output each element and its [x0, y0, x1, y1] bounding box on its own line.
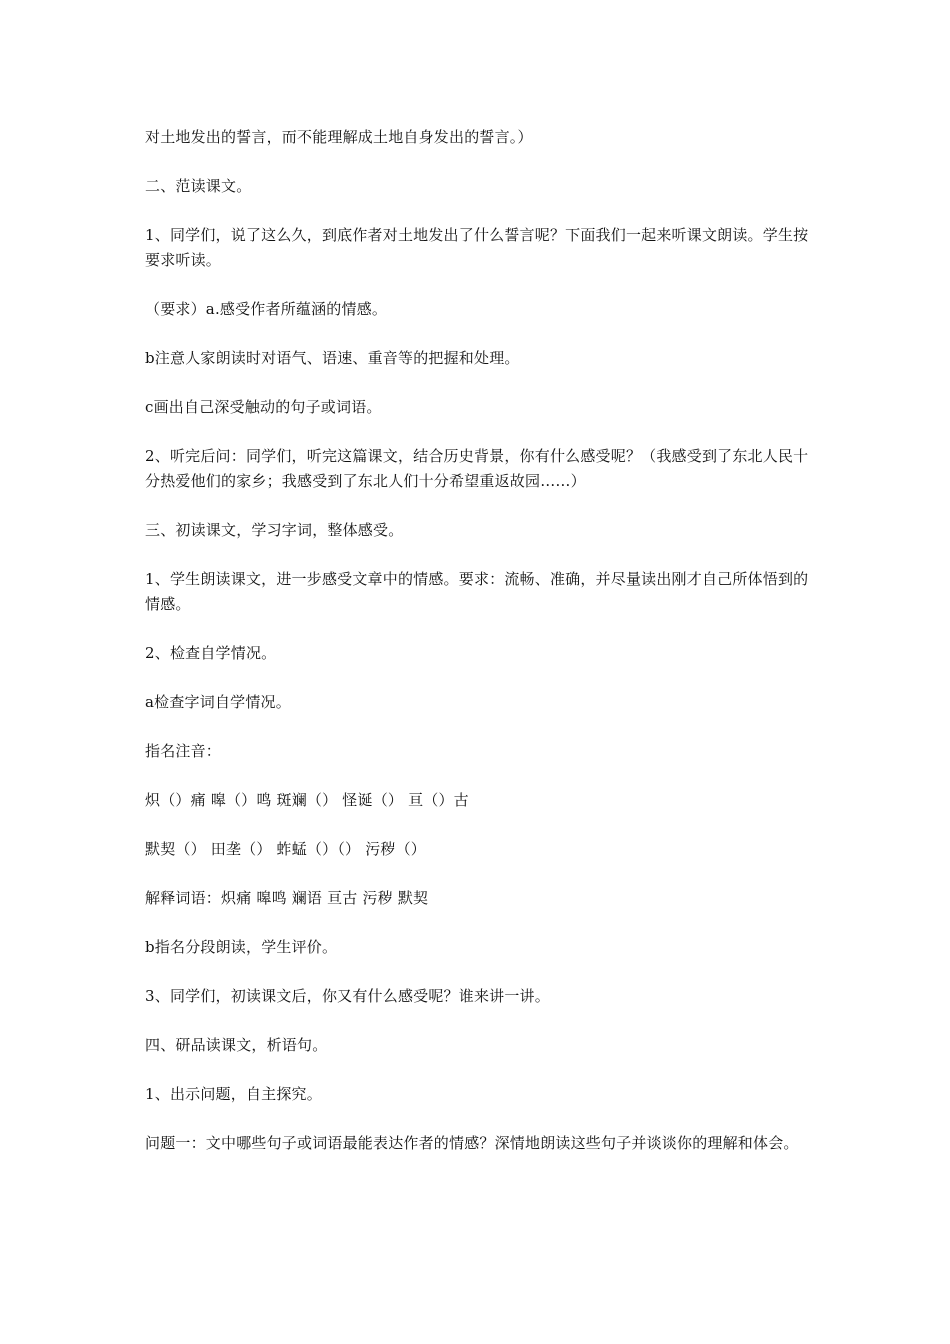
- paragraph-after-listening: 2、听完后问：同学们，听完这篇课文，结合历史背景，你有什么感受呢？（我感受到了东北人民十分热爱他们的家乡；我感受到了东北人们十分希望重返故园……）: [145, 447, 809, 490]
- pinyin-line-1: 炽（）痛 嗥（）鸣 斑斓（） 怪诞（） 亘（）古: [145, 791, 469, 809]
- section-heading-4: 四、研品读课文，析语句。: [145, 1036, 328, 1054]
- paragraph-listen: 1、同学们，说了这么久，到底作者对土地发出了什么誓言呢？下面我们一起来听课文朗读。学生按要求听读。: [145, 226, 809, 269]
- requirement-a: （要求）a.感受作者所蕴涵的情感。: [145, 300, 388, 318]
- paragraph-check-words: a检查字词自学情况。: [145, 693, 291, 711]
- paragraph-continuation: 对土地发出的誓言，而不能理解成土地自身发出的誓言。）: [145, 128, 533, 146]
- paragraph-feelings: 3、同学们，初读课文后，你又有什么感受呢？谁来讲一讲。: [145, 987, 550, 1005]
- requirement-c: c画出自己深受触动的句子或词语。: [145, 398, 382, 416]
- paragraph-show-questions: 1、出示问题，自主探究。: [145, 1085, 322, 1103]
- section-heading-3: 三、初读课文，学习字词，整体感受。: [145, 521, 404, 539]
- paragraph-segment-reading: b指名分段朗读，学生评价。: [145, 938, 338, 956]
- requirement-b: b注意人家朗读时对语气、语速、重音等的把握和处理。: [145, 349, 520, 367]
- paragraph-check-self-study: 2、检查自学情况。: [145, 644, 277, 662]
- paragraph-question-one: 问题一：文中哪些句子或词语最能表达作者的情感？深情地朗读这些句子并谈谈你的理解和体会。: [145, 1134, 799, 1152]
- paragraph-explain-words: 解释词语：炽痛 嗥鸣 斓语 亘古 污秽 默契: [145, 889, 429, 907]
- document-body: [145, 125, 820, 1180]
- paragraph-pinyin-label: 指名注音：: [145, 742, 222, 760]
- section-heading-2: 二、范读课文。: [145, 177, 252, 195]
- pinyin-line-2: 默契（） 田垄（） 蚱蜢（）（） 污秽（）: [145, 840, 427, 858]
- paragraph-read-aloud: 1、学生朗读课文，进一步感受文章中的情感。要求：流畅、准确，并尽量读出刚才自己所体悟到的情感。: [145, 570, 809, 613]
